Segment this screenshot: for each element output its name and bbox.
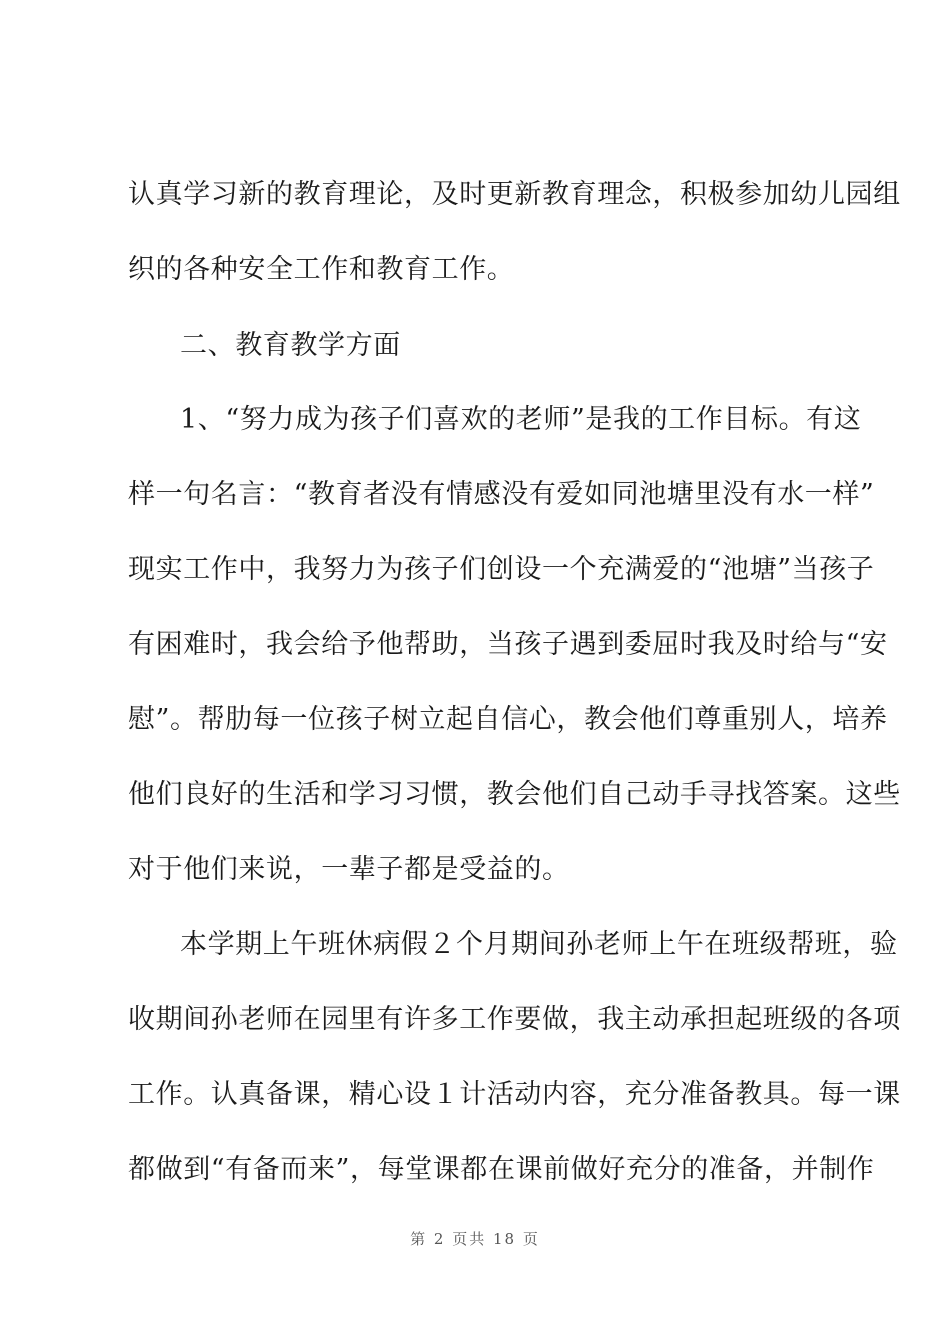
paragraph-line: 织的各种安全工作和教育工作。 [128, 254, 515, 285]
paragraph-line: 慰”。帮肋每一位孩子树立起自信心，教会他们尊重别人，培养 [128, 704, 888, 735]
paragraph-line: 有困难时，我会给予他帮助，当孩子遇到委屈时我及时给与“安 [128, 629, 888, 660]
section-heading: 二、教育教学方面 [180, 330, 401, 361]
page-footer: 第 2 页共 18 页 [410, 1230, 540, 1248]
paragraph-line: 认真学习新的教育理论，及时更新教育理念，积极参加幼儿园组 [128, 179, 901, 210]
paragraph-line: 对于他们来说，一辈子都是受益的。 [128, 854, 570, 885]
paragraph-line: 他们良好的生活和学习习惯，教会他们自己动手寻找答案。这些 [128, 779, 901, 810]
paragraph-line: 都做到“有备而来”，每堂课都在课前做好充分的准备，并制作 [128, 1154, 875, 1185]
paragraph-line: 工作。认真备课，精心设１计活动内容，充分准备教具。每一课 [128, 1079, 901, 1110]
paragraph-line: 样一句名言：“教育者没有情感没有爱如同池塘里没有水一样” [128, 479, 875, 510]
paragraph-line: 收期间孙老师在园里有许多工作要做，我主动承担起班级的各项 [128, 1004, 901, 1035]
paragraph-line: 本学期上午班休病假２个月期间孙老师上午在班级帮班，验 [180, 929, 898, 960]
paragraph-line: 1、“努力成为孩子们喜欢的老师”是我的工作目标。有这 [180, 404, 862, 435]
paragraph-line: 现实工作中，我努力为孩子们创设一个充满爱的“池塘”当孩子 [128, 554, 875, 585]
